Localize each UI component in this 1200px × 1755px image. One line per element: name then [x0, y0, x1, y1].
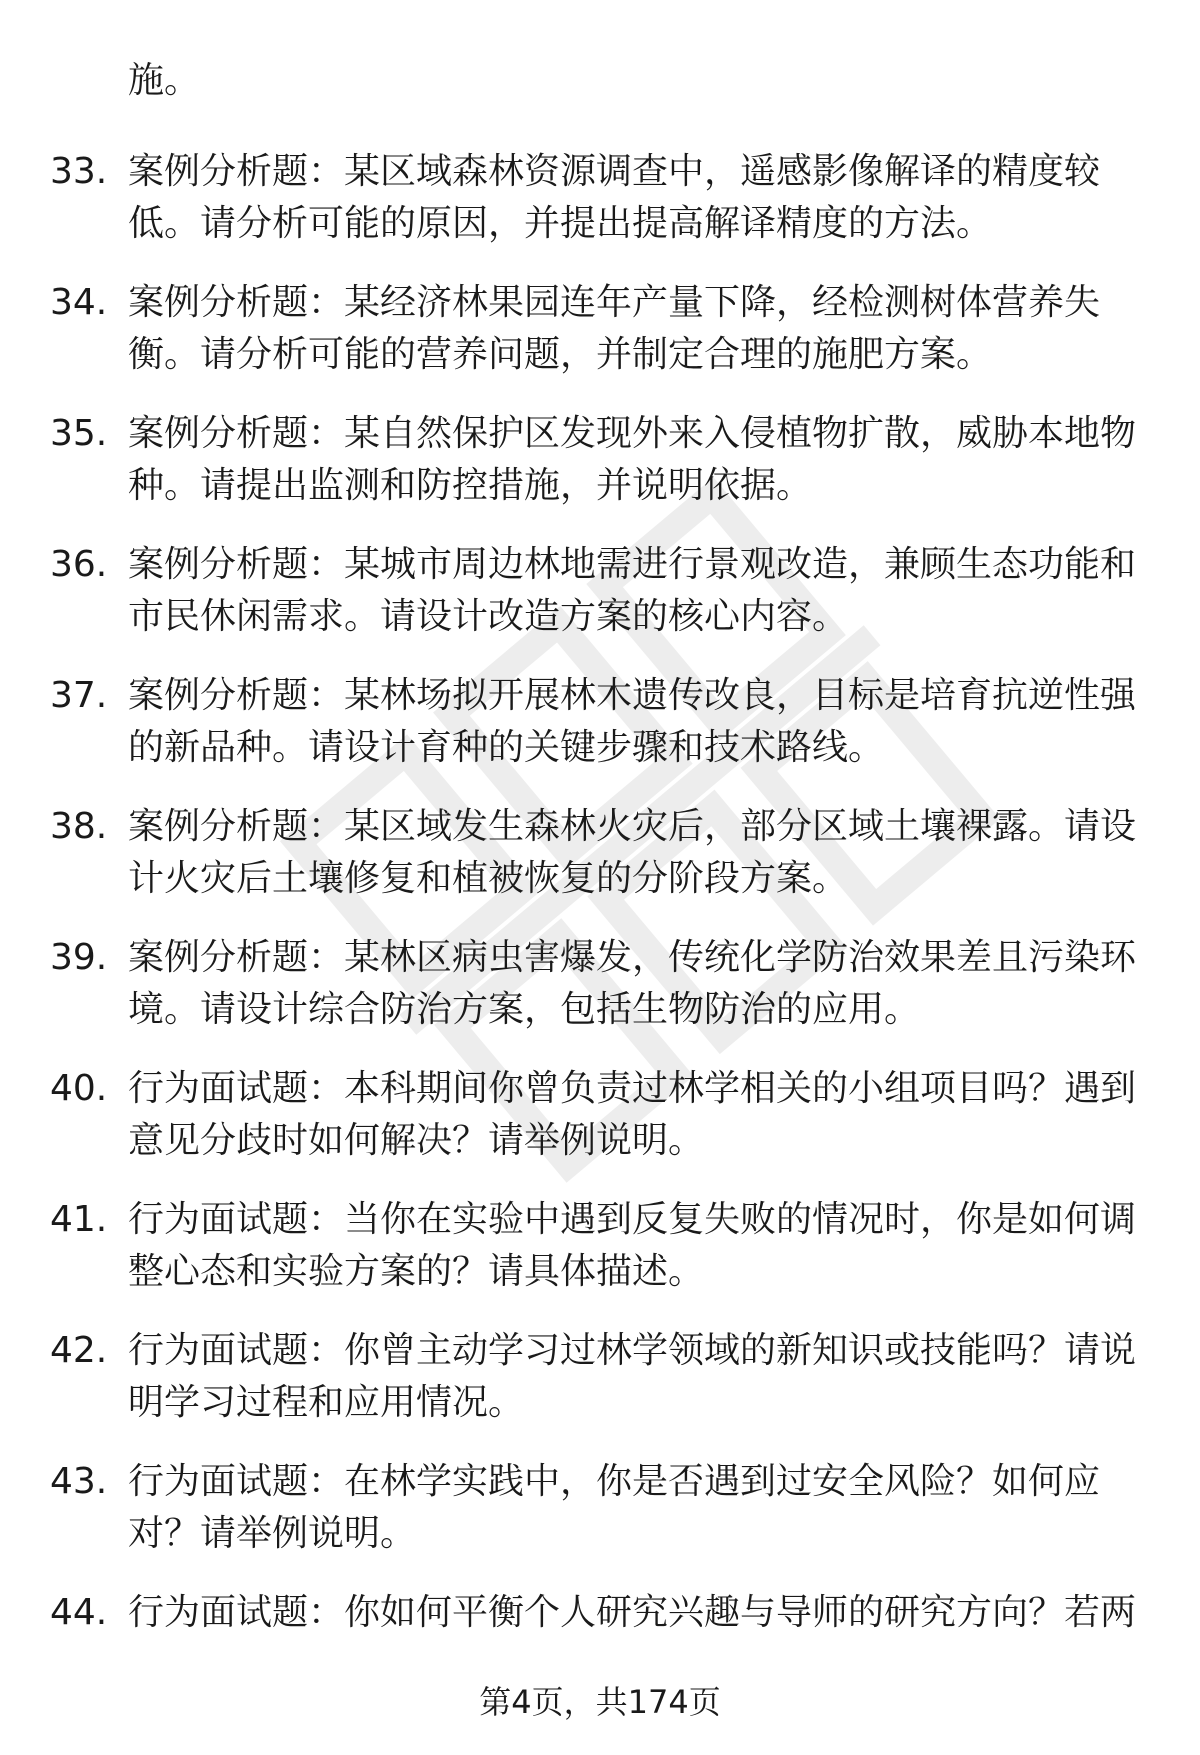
question-text-line: 市民休闲需求。请设计改造方案的核心内容。: [128, 596, 849, 637]
page-footer: 第4页，共174页: [479, 1683, 721, 1721]
continuation-text: 施。: [128, 60, 201, 101]
question-text-line: 行为面试题：在林学实践中，你是否遇到过安全风险？如何应: [128, 1461, 1101, 1502]
question-text-line: 案例分析题：某城市周边林地需进行景观改造，兼顾生态功能和: [128, 544, 1137, 585]
question-item: [0, 540, 1200, 671]
question-item: [0, 409, 1200, 540]
question-text-line: 整心态和实验方案的？请具体描述。: [128, 1251, 705, 1292]
question-item: [0, 671, 1200, 802]
question-text-line: 行为面试题：本科期间你曾负责过林学相关的小组项目吗？遇到: [128, 1068, 1137, 1109]
question-number: 42.: [50, 1330, 108, 1371]
question-number: 38.: [50, 806, 108, 847]
question-text-line: 案例分析题：某林场拟开展林木遗传改良，目标是培育抗逆性强: [128, 675, 1137, 716]
question-text-line: 案例分析题：某林区病虫害爆发，传统化学防治效果差且污染环: [128, 937, 1137, 978]
question-number: 40.: [50, 1068, 108, 1109]
question-item: [0, 802, 1200, 933]
question-item: [0, 1326, 1200, 1457]
question-text-line: 明学习过程和应用情况。: [128, 1382, 525, 1423]
question-text-line: 案例分析题：某自然保护区发现外来入侵植物扩散，威胁本地物: [128, 413, 1137, 454]
question-text-line: 计火灾后土壤修复和植被恢复的分阶段方案。: [128, 858, 849, 899]
question-text-line: 的新品种。请设计育种的关键步骤和技术路线。: [128, 727, 885, 768]
question-number: 41.: [50, 1199, 108, 1240]
question-number: 37.: [50, 675, 108, 716]
question-item: [0, 147, 1200, 278]
question-text-line: 案例分析题：某经济林果园连年产量下降，经检测树体营养失: [128, 282, 1101, 323]
question-item: [0, 278, 1200, 409]
question-text-line: 案例分析题：某区域发生森林火灾后，部分区域土壤裸露。请设: [128, 806, 1137, 847]
question-text-line: 境。请设计综合防治方案，包括生物防治的应用。: [128, 989, 921, 1030]
question-text-line: 行为面试题：你曾主动学习过林学领域的新知识或技能吗？请说: [128, 1330, 1137, 1371]
question-number: 34.: [50, 282, 108, 323]
question-number: 44.: [50, 1592, 108, 1633]
question-number: 33.: [50, 151, 108, 192]
question-text-line: 对？请举例说明。: [128, 1513, 417, 1554]
question-text-line: 种。请提出监测和防控措施，并说明依据。: [128, 465, 813, 506]
question-text-line: 案例分析题：某区域森林资源调查中，遥感影像解译的精度较: [128, 151, 1101, 192]
question-number: 35.: [50, 413, 108, 454]
question-number: 36.: [50, 544, 108, 585]
question-text-line: 行为面试题：当你在实验中遇到反复失败的情况时，你是如何调: [128, 1199, 1137, 1240]
question-text-line: 行为面试题：你如何平衡个人研究兴趣与导师的研究方向？若两: [128, 1592, 1137, 1633]
question-text-line: 意见分歧时如何解决？请举例说明。: [128, 1120, 705, 1161]
question-item: [0, 1064, 1200, 1195]
question-item: [0, 1195, 1200, 1326]
question-text-line: 低。请分析可能的原因，并提出提高解译精度的方法。: [128, 203, 993, 244]
question-list: [0, 147, 1200, 1719]
question-text-line: 衡。请分析可能的营养问题，并制定合理的施肥方案。: [128, 334, 993, 375]
question-item: [0, 933, 1200, 1064]
question-item: [0, 1457, 1200, 1588]
question-number: 39.: [50, 937, 108, 978]
question-number: 43.: [50, 1461, 108, 1502]
